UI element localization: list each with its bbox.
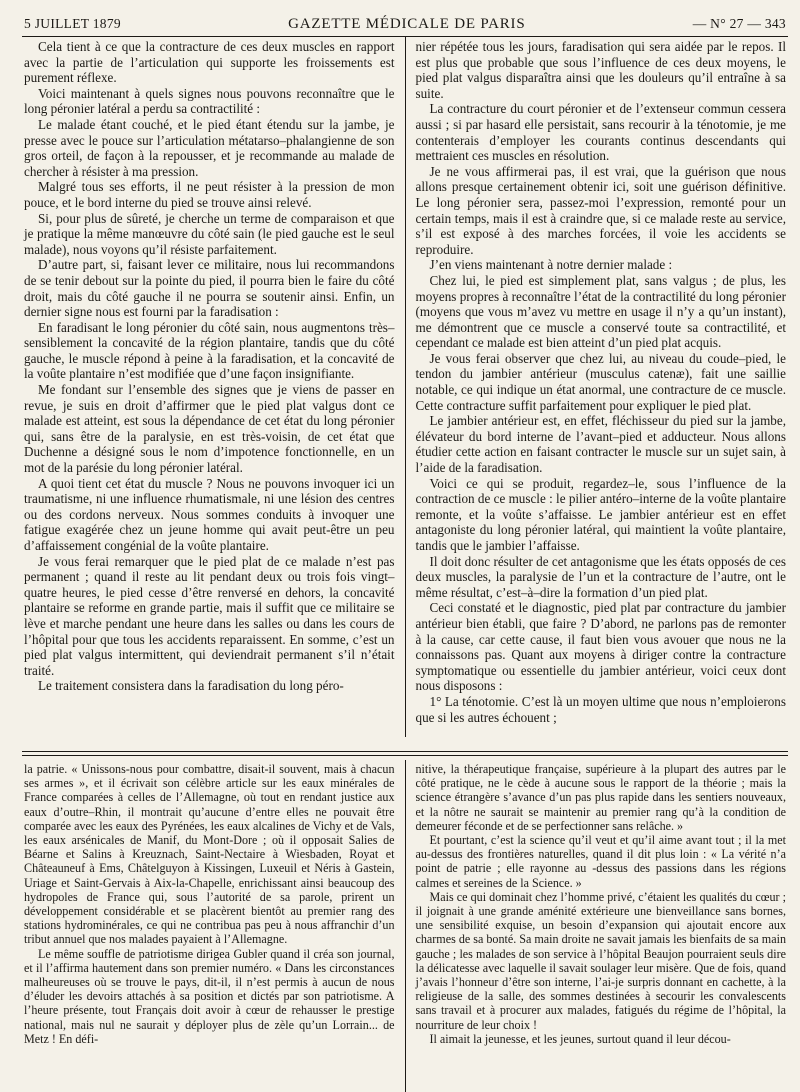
paragraph: En faradisant le long péronier du côté sain, nous augmentons très–sensiblement la concavité de la région plantaire, tandis que du côté gauche, le muscle répond à peine à la faradisation, et la concavité de la voûte plantaire n’est modifiée que d’une façon insignifiante.: [24, 319, 395, 382]
paragraph: nier répétée tous les jours, faradisation qui sera aidée par le repos. Il est plus que probable que sous l’influence de ces deux moyens, le pied plat valgus disparaîtra ainsi que les douleurs qu’il entraîne à sa suite.: [415, 39, 786, 101]
paragraph: Le malade étant couché, et le pied étant étendu sur la jambe, je presse avec le pouce sur l’articulation métatarso–phalangienne de son gros orteil, de façon à la repousser, et je recommande au malade de chercher à résister à ma pression.: [24, 116, 395, 179]
upper-article: [22, 37, 788, 737]
section-divider-thin: [22, 755, 788, 756]
upper-right-column: [406, 37, 789, 737]
paragraph: Mais ce qui dominait chez l’homme privé, c’étaient les qualités du cœur ; il joignait à une grande aménité extérieure une bienveillance sans bornes, une sensibilité exquise, un besoin d’expansion qui ajoutait encore aux charmes de sa bonté. Sa main droite ne savait jamais les bienfaits de sa main gauche ; les malades de son service à l’hôpital Beaujon pourraient seuls dire la délicatesse avec laquelle il savait soulager leur misère. Que de fois, quand j’avais l’honneur d’être son interne, l’ai-je surpris donnant en cachette, à la religieuse de la salle, des sommes destinées à secourir les convalescents sans travail et à procurer aux malades, fatigués du régime de l’hôpital, la nourriture de leur choix !: [415, 889, 786, 1032]
paragraph: Voici ce qui se produit, regardez–le, sous l’influence de la contraction de ce muscle : le pilier antéro–interne de la voûte plantaire remonte, et la voûte s’affaisse. Le jambier antérieur est en effet antagoniste du long péronier latéral, qui maintient la voûte plantaire, tandis que le jambier l’affaisse.: [415, 475, 786, 553]
paragraph: Et pourtant, c’est la science qu’il veut et qu’il aime avant tout ; il la met au-dessus des frontières naturelles, quand il dit plus loin : « La vérité n’a point de patrie ; elle rayonne au -dessus des passions dans les régions calmes et sereines de la Science. »: [415, 833, 786, 890]
paragraph: Il doit donc résulter de cet antagonisme que les états opposés de ces deux muscles, la paralysie de l’un et la contracture de l’autre, ont le même résultat, c’est–à–dire la formation d’un pied plat.: [415, 553, 786, 600]
paragraph: Je vous ferai observer que chez lui, au niveau du coude–pied, le tendon du jambier antérieur (musculus catenæ), fait une saillie notable, ce qui indique un état anormal, une contracture de ce muscle. Cette contracture suffit parfaitement pour expliquer le pied plat.: [415, 350, 786, 413]
paragraph: J’en viens maintenant à notre dernier malade :: [429, 257, 673, 273]
lower-article: [22, 760, 788, 1092]
paragraph: Me fondant sur l’ensemble des signes que je viens de passer en revue, je suis en droit d’affirmer que le pied plat valgus dont ce malade est atteint, est sous la dépendance de cet état du long péronier qui, sans être de la paralysie, en est très-voisin, de cet état que Duchenne a désigné sous le nom d’impotence fonctionnelle, en un mot de la parésie du long péronier latéral.: [24, 382, 395, 476]
paragraph: Le jambier antérieur est, en effet, fléchisseur du pied sur la jambe, élévateur du bord interne de l’avant–pied et adducteur. Nous allons étudier cette action en faisant contracter le muscle sur un sujet sain, à l’aide de la faradisation.: [415, 413, 786, 476]
paragraph: Il aimait la jeunesse, et les jeunes, surtout quand il leur décou-: [429, 1031, 731, 1046]
upper-left-column: [22, 37, 406, 737]
paragraph: la patrie. « Unissons-nous pour combattre, disait-il souvent, mais à chacun ses armes », et il écrivait son célèbre article sur les eaux minérales de France comparées à celles de l’Allemagne, où tout en rendant justice aux eaux d’outre–Rhin, il montrait qu’aucune d’entre elles ne pouvait être comparée avec les eaux des Pyrénées, les eaux alcalines de Vichy et de Vals, les eaux arsénicales de Manif, du Mont-Dore ; où il opposait Salies de Béarne et Salins à Kreuznach, Saint-Nectaire à Wiesbaden, Royat et Châteauneuf à Ems, Châtelguyon à Kissingen, Luxeuil et Néris à Gastein, Uriage et Saint-Gervais à Aix-la-Chapelle, enrichissant ainsi beaucoup des hydropoles de France qui, sous l’autorité de sa parole, prirent un développement considérable et se placèrent bientôt au premier rang des stations hydrominérales, ce qui ne contribua pas peu à nous affranchir d’un tribut annuel que nos malades payaient à l’Allemagne.: [24, 762, 395, 947]
paragraph: A quoi tient cet état du muscle ? Nous ne pouvons invoquer ici un traumatisme, ni une influence rhumatismale, ni une lésion des centres ou des cordons nerveux. Nous sommes conduits à invoquer une fatigue exagérée chez un jeune homme qui avait peut-être un peu d’affaissement congénial de la voûte plantaire.: [24, 475, 395, 553]
paragraph: Le traitement consistera dans la faradisation du long péro-: [38, 678, 344, 694]
section-divider: [22, 751, 788, 752]
paragraph: Ceci constaté et le diagnostic, pied plat par contracture du jambier antérieur bien établi, que faire ? D’abord, ne parlons pas de remonter à la cause, car cette cause, il faut bien vous avouer que nous ne la connaissons pas. Quant aux moyens à diriger contre la contracture symptomatique ou essentielle du jambier antérieur, voici ceux dont nous disposons :: [415, 600, 786, 694]
paragraph: Je vous ferai remarquer que le pied plat de ce malade n’est pas permanent ; quand il reste au lit pendant deux ou trois fois vingt–quatre heures, le pied cesse d’être renversé en dehors, la concavité plantaire se reforme en grande partie, mais il suffit que ce militaire se lève et marche pendant une heure dans les salles ou dans les cours de l’hôpital pour que tous les accidents reparaissent. En somme, c’est un pied plat valgus intermittent, qui deviendrait permanent s’il n’était traité.: [24, 553, 395, 678]
issue-page-number: — N° 27 — 343: [692, 16, 786, 31]
paragraph: Je ne vous affirmerai pas, il est vrai, que la guérison que nous allons presque certainement obtenir ici, soit une guérison définitive. Le long péronier sera, passez-moi l’expression, remonté pour un certain temps, mais il est à craindre que, si ce malade reste au service, s’il est exposé à des marches forcées, il voie les accidents se reproduire.: [415, 163, 786, 257]
paragraph: nitive, la thérapeutique française, supérieure à la plupart des autres par le côté pratique, ne le cède à aucune sous le rapport de la théorie ; mais la science étrangère s’avance d’un pas plus rapide dans les sentiers nouveaux, et la nôtre ne saurait se maintenir au premier rang qu’à la condition de demeurer féconde et de se perfectionner sans relâche. »: [415, 762, 786, 833]
issue-date: 5 JUILLET 1879: [24, 16, 121, 31]
lower-left-column: [22, 760, 406, 1092]
paragraph: Si, pour plus de sûreté, je cherche un terme de comparaison et que je pratique la même manœuvre du côté sain (le pied gauche est le seul malade), nous voyons qu’il résiste parfaitement.: [24, 210, 395, 257]
paragraph: Chez lui, le pied est simplement plat, sans valgus ; de plus, les moyens propres à reconnaître l’état de la contractilité du long péronier (moyens que vous m’avez vu mettre en usage il n’y a qu’un instant), me démontrent que ce muscle a conservé toute sa contractilité, et cependant ce malade est bien atteint d’un pied plat acquis.: [415, 272, 786, 351]
paragraph: La contracture du court péronier et de l’extenseur commun cessera aussi ; si par hasard elle persistait, sans recourir à la ténotomie, je me contenterais d’employer les courants continus descendants qui mettraient ces muscles en résolution.: [415, 101, 786, 164]
paragraph: Malgré tous ses efforts, il ne peut résister à la pression de mon pouce, et le bord interne du pied se trouve ainsi relevé.: [24, 179, 395, 210]
paragraph: Le même souffle de patriotisme dirigea Gubler quand il créa son journal, et il l’affirma hautement dans son premier numéro. « Dans les circonstances malheureuses où se trouve le pays, dit-il, il n’est permis à aucun de nous d’éluder les devoirs attachés à sa position et dictés par son patriotisme. A l’heure présente, tout Français doit avoir à cœur de rehausser le prestige national, mais nul ne saurait y déployer plus de zèle qu’un Lorrain... de Metz ! En défi-: [24, 946, 395, 1046]
paragraph: 1° La ténotomie. C’est là un moyen ultime que nous n’emploierons que si les autres échouent ;: [415, 693, 786, 725]
lower-right-column: [406, 760, 789, 1092]
paragraph: Cela tient à ce que la contracture de ces deux muscles en rapport avec la partie de l’articulation qui supporte les froissements est purement réflexe.: [24, 39, 395, 86]
paragraph: D’autre part, si, faisant lever ce militaire, nous lui recommandons de se tenir debout sur la pointe du pied, il pourra bien le faire du côté droit, mais du côté gauche il ne pourra se soutenir ainsi. Enfin, un dernier signe nous est fourni par la faradisation :: [24, 257, 395, 320]
paragraph: Voici maintenant à quels signes nous pouvons reconnaître que le long péronier latéral a perdu sa contractilité :: [24, 85, 395, 117]
running-header: [22, 16, 788, 36]
journal-title: GAZETTE MÉDICALE DE PARIS: [288, 16, 526, 32]
